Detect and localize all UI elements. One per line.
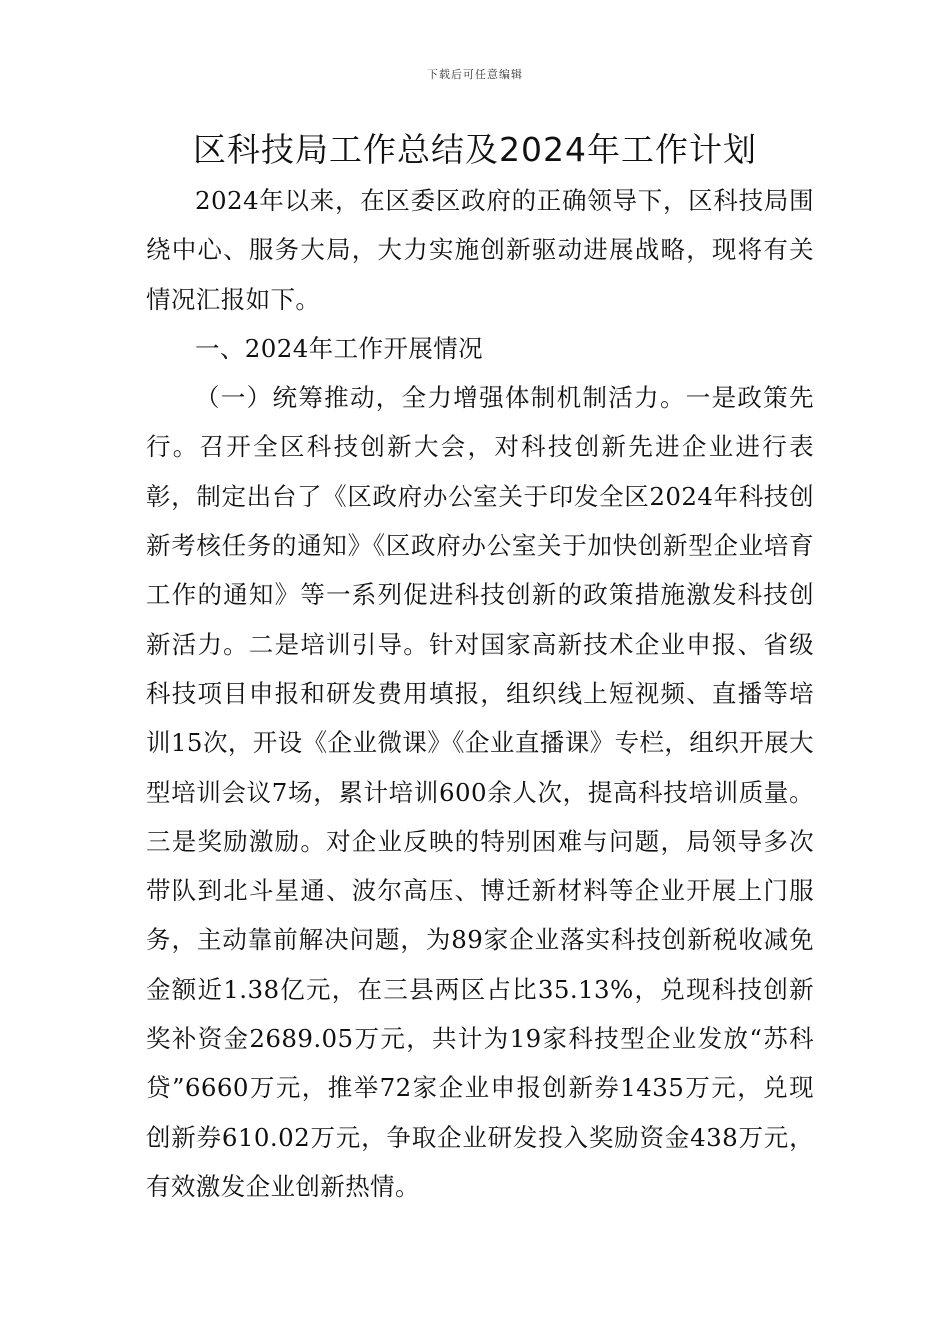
section-heading: 一、2024年工作开展情况 [195, 333, 484, 363]
body-paragraph: （一）统筹推动，全力增强体制机制活力。一是政策先行。召开全区科技创新大会，对科技创新先进企业进行表彰，制定出台了《区政府办公室关于印发全区2024年科技创新考核任务的通知》《区政府办公室关于加快创新型企业培育工作的通知》等一系列促进科技创新的政策措施激发科技创新活力。二是培训引导。针对国家高新技术企业申报、省级科技项目申报和研发费用填报，组织线上短视频、直播等培训15次，开设《企业微课》《企业直播课》专栏，组织开展大型培训会议7场，累计培训600余人次，提高科技培训质量。三是奖励激励。对企业反映的特别困难与问题，局领导多次带队到北斗星通、波尔高压、博迁新材料等企业开展上门服务，主动靠前解决问题，为89家企业落实科技创新税收减免金额近1.38亿元，在三县两区占比35.13%，兑现科技创新奖补资金2689.05万元，共计为19家科技型企业发放“苏科贷”6660万元，推举72家企业申报创新券1435万元，兑现创新券610.02万元，争取企业研发投入奖励资金438万元，有效激发企业创新热情。 [146, 383, 814, 1201]
document-title: 区科技局工作总结及2024年工作计划 [193, 130, 757, 169]
document-body [146, 176, 814, 1211]
header-note: 下载后可任意编辑 [427, 68, 523, 81]
intro-paragraph: 2024年以来，在区委区政府的正确领导下，区科技局围绕中心、服务大局，大力实施创新驱动进展战略，现将有关情况汇报如下。 [146, 186, 814, 314]
